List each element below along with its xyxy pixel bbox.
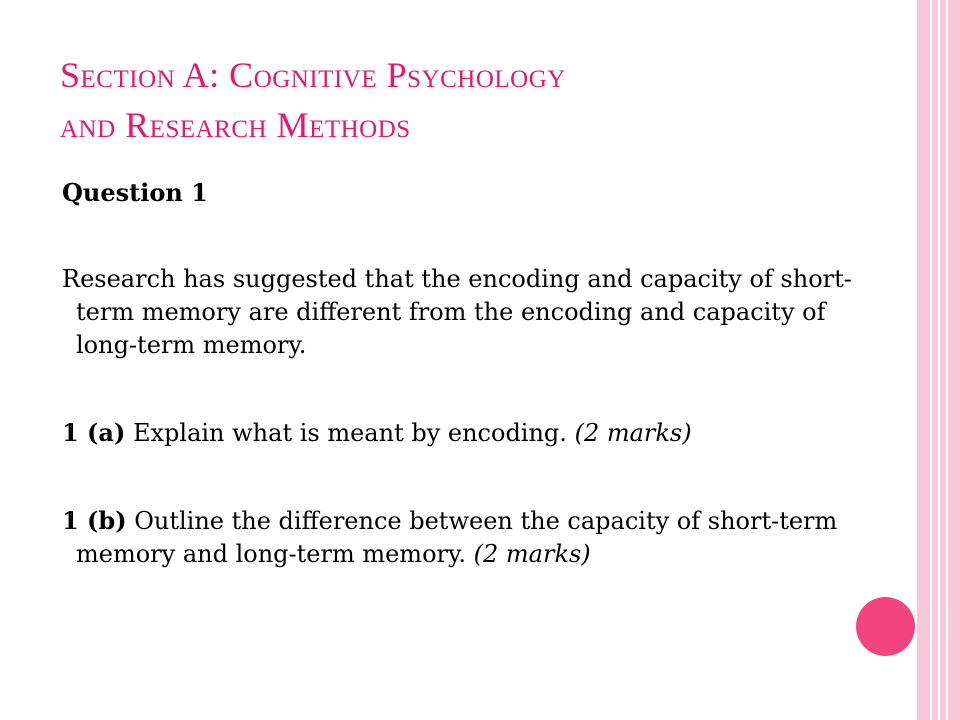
part-b-label: 1 (b) — [62, 506, 127, 535]
slide-body — [62, 176, 862, 571]
accent-circle — [856, 597, 915, 656]
spacer — [62, 362, 862, 416]
question-heading: Question 1 — [62, 178, 208, 207]
question-part-b — [62, 504, 862, 571]
border-stripe — [946, 0, 948, 720]
spacer — [62, 209, 862, 263]
question-part-a — [62, 416, 862, 450]
part-b-marks: (2 marks) — [473, 540, 591, 568]
part-b-text: Outline the difference between the capacity of short-term memory and long-term memory. — [76, 507, 838, 568]
decorative-border — [917, 0, 960, 720]
spacer — [62, 450, 862, 504]
part-a-text: Explain what is meant by encoding. — [132, 419, 567, 447]
part-a-label: 1 (a) — [62, 418, 126, 447]
question-intro: Research has suggested that the encoding and capacity of short-term memory are different from the encoding and capacity of long-term memory. — [62, 265, 852, 359]
border-stripe — [938, 0, 940, 720]
title-line-2: and Research Methods — [60, 105, 411, 145]
title-line-1: Section A: Cognitive Psychology — [60, 55, 566, 95]
slide-title — [60, 50, 900, 150]
border-stripe — [930, 0, 932, 720]
part-a-marks: (2 marks) — [574, 419, 692, 447]
